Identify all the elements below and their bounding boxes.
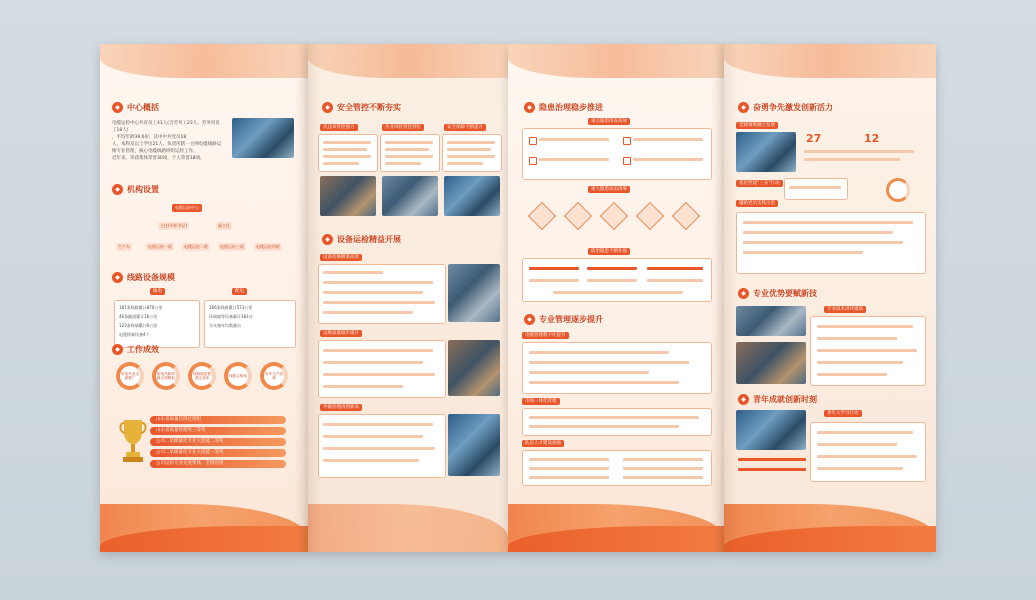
maintenance-photo — [448, 264, 500, 322]
section-icon: ◆ — [322, 234, 333, 245]
footer-wave — [308, 504, 508, 552]
section-title-innovation — [738, 102, 833, 113]
section-title-management — [524, 314, 603, 325]
stat-number: 27 — [806, 132, 822, 145]
section-title-scale — [112, 272, 175, 283]
safety-photo — [382, 176, 438, 216]
distribution-list — [204, 300, 296, 348]
scale-title: 线路设备规模 — [127, 273, 175, 282]
scale-item: 166条线路累计573公里 — [209, 305, 253, 310]
section-title-overview — [112, 102, 159, 113]
org-level3: 电缆运检一班 — [148, 244, 172, 249]
youth-tag: 青年大学习行动 — [824, 410, 862, 417]
building-photo — [232, 118, 294, 158]
overview-line: 电缆运检中心共有员工41人(含劳务工23人，劳务用员工18人) — [112, 121, 220, 133]
safety-card — [318, 134, 378, 172]
management-tag: 电缆管理数字化提升 — [522, 332, 569, 339]
org-level3: 电缆运检三班 — [220, 244, 244, 249]
expertise-photo — [736, 306, 806, 336]
maintenance-photo — [448, 340, 500, 396]
header-wave — [508, 44, 724, 78]
section-title-results — [112, 344, 159, 355]
youth-title: 青年成就创新时刻 — [753, 395, 817, 404]
section-icon: ◆ — [738, 394, 749, 405]
safety-tag: 安全保障不断提升 — [444, 124, 486, 131]
header-wave — [100, 44, 308, 78]
safety-tag: 作业风险管控到位 — [382, 124, 424, 131]
hazard-tag: 防治隐患不断补强 — [588, 248, 630, 255]
innovation-tag: 辅路党员实践示范 — [736, 200, 778, 207]
safety-card — [442, 134, 502, 172]
maintenance-card — [318, 340, 446, 398]
overview-line: ，平均年龄39.6岁，其中中共党员18 — [112, 135, 187, 140]
tag-transmission: 输电 — [150, 288, 165, 295]
results-title: 工作成效 — [127, 345, 159, 354]
trophy-icon — [118, 416, 148, 466]
management-tag: 队伍人才建设加强 — [522, 440, 564, 447]
innovation-title: 奋勇争先激发创新活力 — [753, 103, 833, 112]
result-ring: 线路合格率 — [224, 362, 252, 390]
result-ring: 带电作业全面推广 — [116, 362, 144, 390]
safety-photo — [320, 176, 376, 216]
overview-line: 人，本科及以上学历21人。负责所辖一主网电缆线路运 — [112, 142, 222, 147]
safety-tag: 反违章管控强力 — [320, 124, 358, 131]
scale-item: 分支箱年均数量台 — [209, 323, 241, 328]
section-icon: ◆ — [322, 102, 333, 113]
hazard-card — [522, 258, 712, 302]
result-ring: 本年生产治理 — [260, 362, 288, 390]
overview-text — [112, 120, 222, 162]
panel-innovation — [724, 44, 936, 552]
management-title: 专业管理逐步提升 — [539, 315, 603, 324]
management-card — [522, 342, 712, 394]
org-level3: 生产办 — [118, 244, 130, 249]
award-item: 公司二星级量化专业大技能二等奖 — [150, 438, 286, 446]
result-ring: 配电线路故障全面降低 — [152, 362, 180, 390]
hazard-diamond — [672, 202, 700, 230]
innovation-card — [784, 178, 848, 200]
youth-photo — [736, 410, 806, 450]
safety-card — [380, 134, 440, 172]
tag-distribution: 配电 — [232, 288, 247, 295]
section-icon: ◆ — [112, 272, 123, 283]
section-title-safety — [322, 102, 401, 113]
innovation-card — [736, 212, 926, 274]
hazard-title: 隐患治理稳步推进 — [539, 103, 603, 112]
hazard-tag: 重点隐患排查高效 — [588, 118, 630, 125]
innovation-ring — [886, 178, 910, 202]
hazard-diamond — [600, 202, 628, 230]
section-icon: ◆ — [524, 102, 535, 113]
section-icon: ◆ — [738, 288, 749, 299]
maintenance-card — [318, 264, 446, 324]
expertise-title: 专业优势要赋新技 — [753, 289, 817, 298]
maintenance-tag: 运维质量稳步提升 — [320, 330, 362, 337]
scale-item: 环网箱等设备累计181台 — [209, 314, 253, 319]
section-icon: ◆ — [112, 344, 123, 355]
panel-hazard — [508, 44, 724, 552]
stat-number: 12 — [864, 132, 880, 145]
award-item: 山东省质量信得过班组 — [150, 416, 286, 424]
org-level2: 副主任 — [218, 223, 230, 228]
hazard-diamond — [528, 202, 556, 230]
transmission-list — [114, 300, 200, 348]
panel-overview — [100, 44, 308, 552]
section-title-org — [112, 184, 159, 195]
expertise-card — [810, 316, 926, 386]
section-icon: ◆ — [738, 102, 749, 113]
safety-photo — [444, 176, 500, 216]
maintenance-tag: 外破治理再创新高 — [320, 404, 362, 411]
award-item: 公司二星级量化专业大技能一等奖 — [150, 449, 286, 457]
panel-safety — [308, 44, 508, 552]
management-tag: 市场一体化管理 — [522, 398, 560, 405]
section-title-expertise — [738, 288, 817, 299]
hazard-diamond — [564, 202, 592, 230]
scale-item: 187条线路累计870公里 — [119, 305, 163, 310]
maintenance-photo — [448, 414, 500, 476]
result-ring: 线路隐患整改完成率 — [188, 362, 216, 390]
hazard-diamond — [636, 202, 664, 230]
section-icon: ◆ — [524, 314, 535, 325]
innovation-tag: 党建领航融合发展 — [736, 122, 778, 129]
scale-item: 电缆终端设备4个 — [119, 332, 150, 337]
section-title-hazard — [524, 102, 603, 113]
safety-title: 安全管控不断夯实 — [337, 103, 401, 112]
org-title: 机构设置 — [127, 185, 159, 194]
expertise-photo — [736, 342, 806, 384]
section-title-maintenance — [322, 234, 401, 245]
management-card — [522, 408, 712, 436]
award-item: 山东省质量管理奖三等奖 — [150, 427, 286, 435]
header-wave — [724, 44, 936, 78]
overview-line: 维专业管理，核心电缆线路班组运检工作。 — [112, 149, 198, 154]
org-level3: 电缆运检二班 — [184, 244, 208, 249]
expertise-tag: 专业技术讲评提质 — [824, 306, 866, 313]
org-root: 电缆运检中心 — [172, 204, 202, 212]
org-level2: 主任(专职书记) — [160, 223, 188, 228]
overview-title: 中心概括 — [127, 103, 159, 112]
scale-item: 46条隧道累计16公里 — [119, 314, 158, 319]
maintenance-title: 设备运检精益开展 — [337, 235, 401, 244]
hazard-tag: 重大隐患动态清零 — [588, 186, 630, 193]
innovation-photo — [736, 132, 796, 172]
management-card — [522, 450, 712, 486]
maintenance-tag: 设备检修精准高效 — [320, 254, 362, 261]
innovation-tag: 基层党建“三实”行动 — [736, 180, 783, 187]
award-item: 公司运检专业先进集体，全班应用 — [150, 460, 286, 468]
maintenance-card — [318, 414, 446, 478]
header-wave — [308, 44, 508, 78]
overview-line: 近年来，荣获集体荣誉30项，个人荣誉18项。 — [112, 156, 205, 161]
org-level3: 电缆运检四班 — [256, 244, 280, 249]
section-title-youth — [738, 394, 817, 405]
section-icon: ◆ — [112, 184, 123, 195]
hazard-card — [522, 128, 712, 180]
youth-card — [810, 422, 926, 482]
scale-item: 123条终端累计6公里 — [119, 323, 158, 328]
brochure — [100, 44, 936, 552]
section-icon: ◆ — [112, 102, 123, 113]
